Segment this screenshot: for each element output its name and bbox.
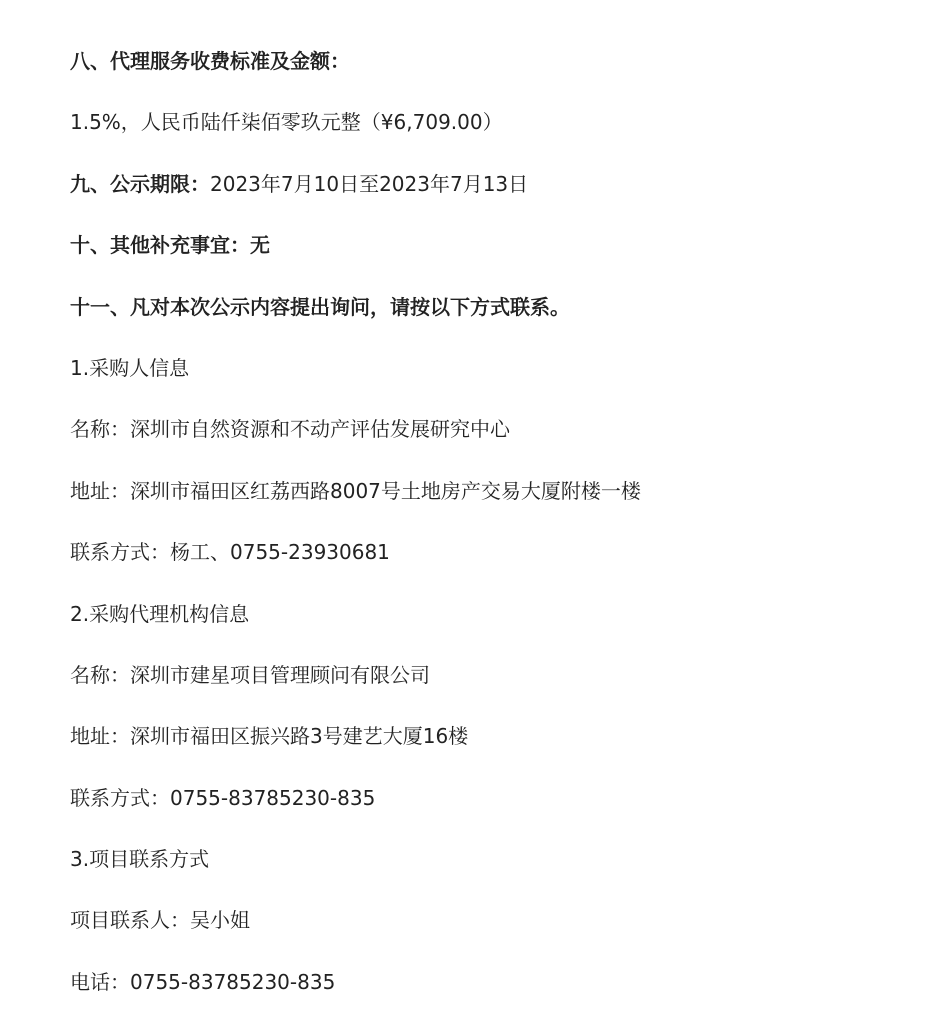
fee-heading: 八、代理服务收费标准及金额： bbox=[70, 49, 350, 73]
agency-name: 名称：深圳市建星项目管理顾问有限公司 bbox=[70, 662, 430, 687]
other-matters-value: 无 bbox=[250, 233, 270, 258]
project-heading: 3.项目联系方式 bbox=[70, 847, 210, 872]
purchaser-name: 名称：深圳市自然资源和不动产评估发展研究中心 bbox=[70, 417, 510, 442]
project-phone: 电话：0755-83785230-835 bbox=[70, 969, 336, 994]
agency-heading: 2.采购代理机构信息 bbox=[70, 601, 250, 626]
publicity-period-label: 九、公示期限： bbox=[70, 171, 210, 196]
fee-value: 1.5%，人民币陆仟柒佰零玖元整（¥6,709.00） bbox=[70, 110, 503, 135]
publicity-period-value: 2023年7月10日至2023年7月13日 bbox=[210, 171, 529, 196]
publicity-period bbox=[70, 172, 950, 197]
agency-contact: 联系方式：0755-83785230-835 bbox=[70, 785, 376, 810]
other-matters-label: 十、其他补充事宜： bbox=[70, 233, 250, 258]
purchaser-address: 地址：深圳市福田区红荔西路8007号土地房产交易大厦附楼一楼 bbox=[70, 478, 641, 503]
project-contact-person: 项目联系人：吴小姐 bbox=[70, 908, 250, 933]
purchaser-heading: 1.采购人信息 bbox=[70, 355, 190, 380]
other-matters bbox=[70, 233, 950, 258]
contact-heading: 十一、凡对本次公示内容提出询问，请按以下方式联系。 bbox=[70, 294, 570, 319]
purchaser-contact: 联系方式：杨工、0755-23930681 bbox=[70, 540, 390, 565]
agency-address: 地址：深圳市福田区振兴路3号建艺大厦16楼 bbox=[70, 724, 469, 749]
